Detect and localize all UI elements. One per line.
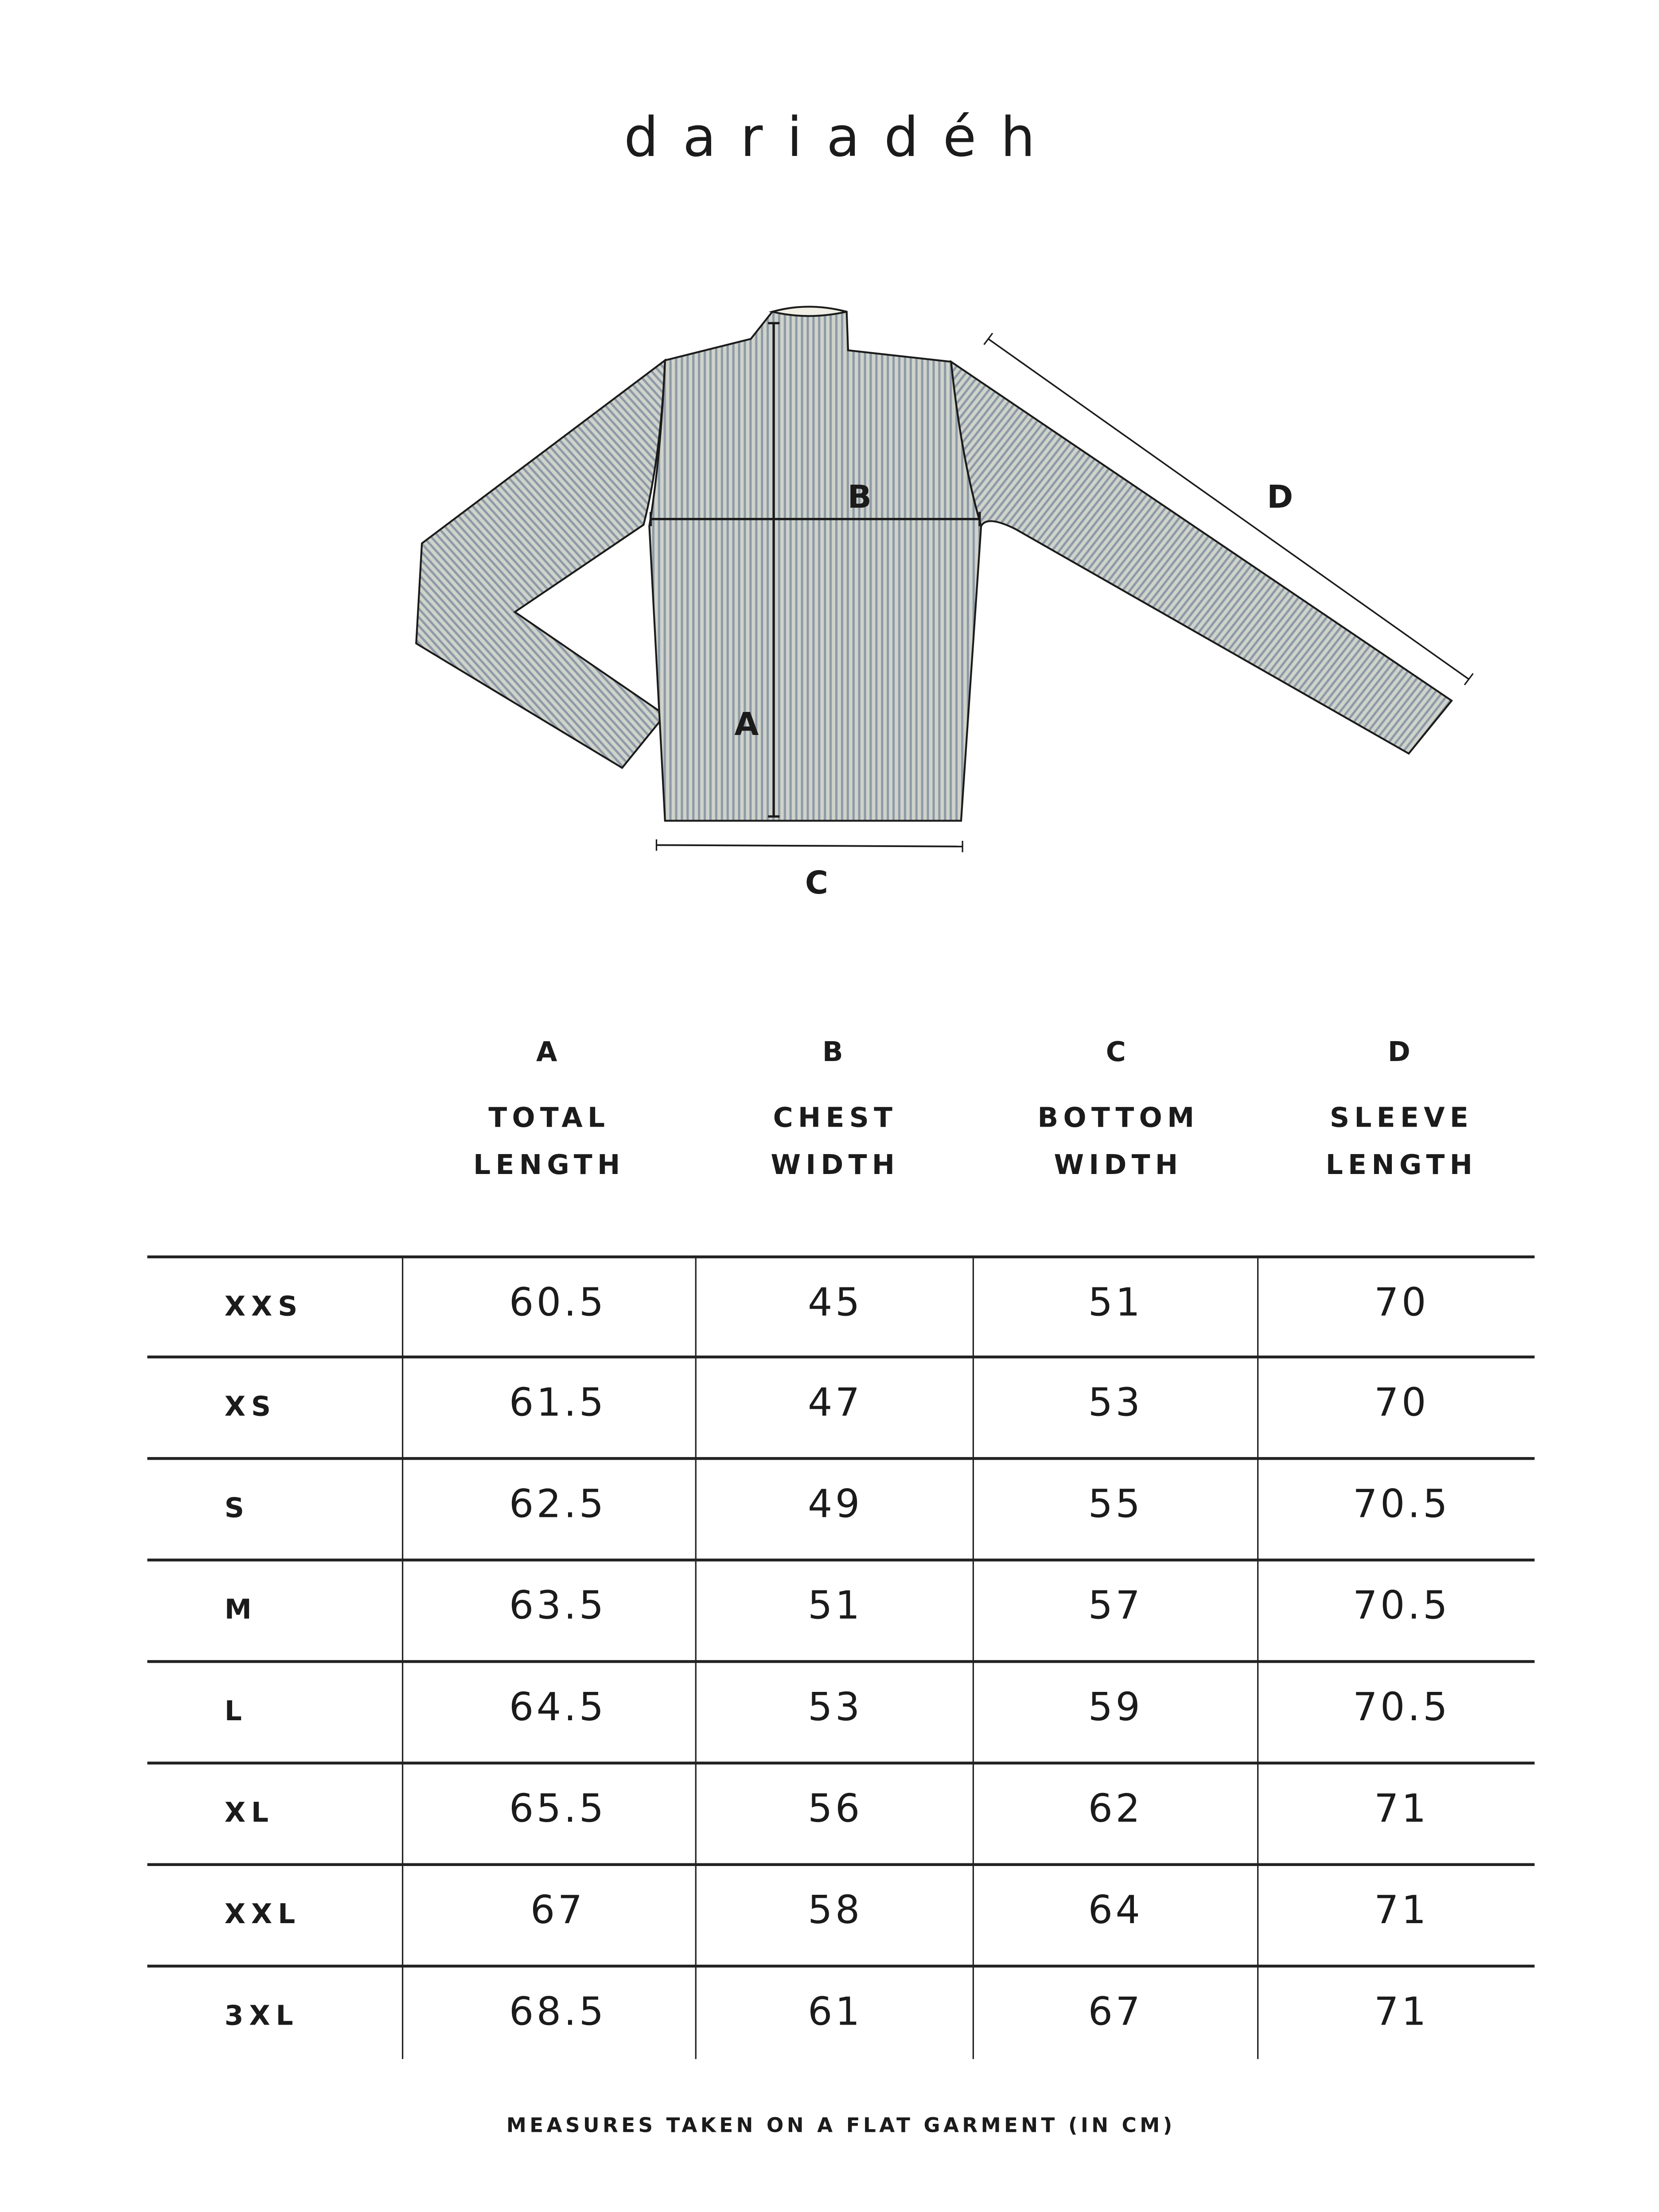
column-divider bbox=[973, 1256, 974, 2059]
column-letter: C bbox=[1106, 1037, 1131, 1069]
cell-c: 64 bbox=[1088, 1889, 1143, 1933]
cell-a: 62.5 bbox=[509, 1483, 607, 1528]
size-label: XXS bbox=[224, 1291, 304, 1323]
cell-b: 61 bbox=[807, 1990, 863, 2035]
cell-a: 68.5 bbox=[509, 1990, 607, 2035]
cell-c: 53 bbox=[1088, 1381, 1143, 1426]
column-title-line1: CHEST bbox=[773, 1102, 898, 1134]
cell-d: 70 bbox=[1374, 1281, 1429, 1326]
cell-a: 60.5 bbox=[509, 1281, 607, 1326]
garment-diagram bbox=[0, 0, 1659, 944]
cell-c: 57 bbox=[1088, 1584, 1143, 1629]
column-letter: A bbox=[536, 1037, 562, 1069]
cell-d: 71 bbox=[1374, 1990, 1429, 2035]
column-title-line1: BOTTOM bbox=[1037, 1102, 1199, 1134]
column-divider bbox=[402, 1256, 403, 2059]
cell-b: 47 bbox=[807, 1381, 863, 1426]
cell-d: 70.5 bbox=[1353, 1584, 1450, 1629]
cell-d: 71 bbox=[1374, 1889, 1429, 1933]
collar-opening bbox=[772, 307, 847, 316]
cell-c: 59 bbox=[1088, 1686, 1143, 1730]
cell-a: 64.5 bbox=[509, 1686, 607, 1730]
cell-a: 67 bbox=[530, 1889, 585, 1933]
measure-c-line bbox=[656, 845, 962, 847]
column-divider bbox=[695, 1256, 697, 2059]
column-letter: D bbox=[1387, 1037, 1416, 1069]
label-a: A bbox=[734, 705, 759, 743]
size-label: XXL bbox=[224, 1899, 301, 1931]
row-divider bbox=[147, 1559, 1534, 1561]
size-label: 3XL bbox=[224, 2000, 299, 2032]
column-title-line2: WIDTH bbox=[771, 1149, 900, 1181]
label-c: C bbox=[805, 864, 829, 902]
column-divider bbox=[1257, 1256, 1258, 2059]
right-sleeve bbox=[951, 362, 1452, 754]
cell-d: 70.5 bbox=[1353, 1686, 1450, 1730]
size-label: M bbox=[224, 1594, 257, 1626]
left-sleeve bbox=[416, 360, 665, 768]
column-header-a bbox=[406, 1030, 693, 1190]
cell-a: 63.5 bbox=[509, 1584, 607, 1629]
column-letter: B bbox=[822, 1037, 848, 1069]
column-title-line1: TOTAL bbox=[488, 1102, 610, 1134]
body bbox=[649, 308, 981, 821]
cell-a: 65.5 bbox=[509, 1787, 607, 1832]
column-header-d bbox=[1258, 1030, 1545, 1190]
column-title-line2: LENGTH bbox=[1325, 1149, 1478, 1181]
row-divider bbox=[147, 1761, 1534, 1764]
size-label: L bbox=[224, 1695, 248, 1727]
row-divider bbox=[147, 1660, 1534, 1662]
column-title-line2: LENGTH bbox=[473, 1149, 625, 1181]
footnote: MEASURES TAKEN ON A FLAT GARMENT (IN CM) bbox=[506, 2115, 1176, 2138]
cell-d: 71 bbox=[1374, 1787, 1429, 1832]
cell-b: 53 bbox=[807, 1686, 863, 1730]
row-divider bbox=[147, 1256, 1534, 1258]
cell-c: 51 bbox=[1088, 1281, 1143, 1326]
brand-logo: dariadéh bbox=[624, 105, 1059, 169]
cell-b: 49 bbox=[807, 1483, 863, 1528]
cell-c: 62 bbox=[1088, 1787, 1143, 1832]
row-divider bbox=[147, 1457, 1534, 1459]
size-label: XS bbox=[224, 1391, 277, 1423]
cell-b: 58 bbox=[807, 1889, 863, 1933]
cell-c: 67 bbox=[1088, 1990, 1143, 2035]
cell-d: 70 bbox=[1374, 1381, 1429, 1426]
column-title-line2: WIDTH bbox=[1054, 1149, 1183, 1181]
label-b: B bbox=[847, 478, 872, 515]
cell-a: 61.5 bbox=[509, 1381, 607, 1426]
cell-b: 56 bbox=[807, 1787, 863, 1832]
column-header-c bbox=[975, 1030, 1262, 1190]
row-divider bbox=[147, 1863, 1534, 1866]
size-label: XL bbox=[224, 1797, 274, 1829]
cell-b: 45 bbox=[807, 1281, 863, 1326]
column-header-b bbox=[692, 1030, 978, 1190]
size-label: S bbox=[224, 1493, 250, 1524]
row-divider bbox=[147, 1965, 1534, 1967]
cell-b: 51 bbox=[807, 1584, 863, 1629]
cell-d: 70.5 bbox=[1353, 1483, 1450, 1528]
column-title-line1: SLEEVE bbox=[1329, 1102, 1474, 1134]
label-d: D bbox=[1267, 478, 1293, 515]
row-divider bbox=[147, 1356, 1534, 1358]
cell-c: 55 bbox=[1088, 1483, 1143, 1528]
